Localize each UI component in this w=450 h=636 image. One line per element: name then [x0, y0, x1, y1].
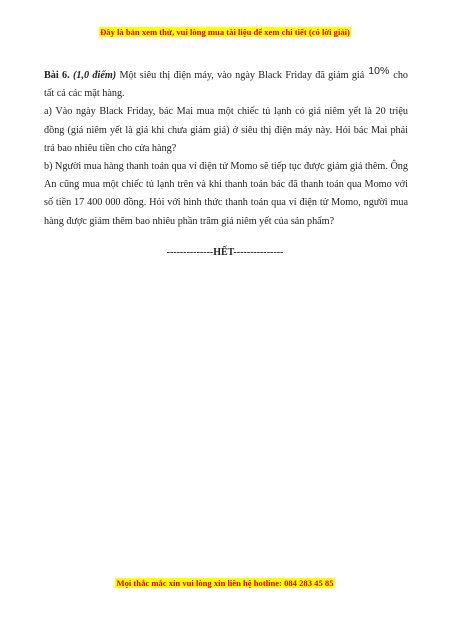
end-marker: --------------HẾT--------------- — [166, 247, 284, 258]
problem-intro-text: Một siêu thị điện máy, vào ngày Black Friday đã giảm giá — [119, 70, 365, 81]
preview-banner — [0, 27, 450, 38]
preview-banner-text: Đây là bản xem thử, vui lòng mua tài liệu để xem chi tiết (có lời giải) — [100, 27, 350, 37]
problem-intro — [44, 66, 408, 103]
problem-label: Bài 6. — [44, 70, 70, 81]
hotline-footer-text: Mọi thắc mắc xin vui lòng xin liên hệ hotline: 084 283 45 85 — [116, 578, 334, 588]
problem-intro-text-end: cho tất cả các mặt hàng. — [44, 70, 409, 100]
hotline-footer — [0, 578, 450, 589]
discount-percent: 10% — [368, 65, 390, 77]
problem-part-a: a) Vào ngày Black Friday, bác Mai mua một chiếc tủ lạnh có giá niêm yết là 20 triệu đồng (giá niêm yết là giá khi chưa giảm giá) ở siêu thị điện máy này. Hỏi bác Mai phải trả bao nhiêu tiền cho cửa hàng? — [44, 106, 408, 154]
problem-body — [44, 66, 408, 231]
problem-points: (1,0 điểm) — [72, 70, 117, 81]
problem-part-b: b) Người mua hàng thanh toán qua ví điện tử Momo sẽ tiếp tục được giảm giá thêm. Ông An cũng mua một chiếc tủ lạnh trên và khi thanh toán bác đã thanh toán qua Momo với số tiền 17 400 000 đồng. Hỏi với hình thức thanh toán qua ví điện tử Momo, người mua hàng được giảm thêm bao nhiêu phần trăm giá niêm yết của sản phẩm? — [44, 161, 408, 227]
